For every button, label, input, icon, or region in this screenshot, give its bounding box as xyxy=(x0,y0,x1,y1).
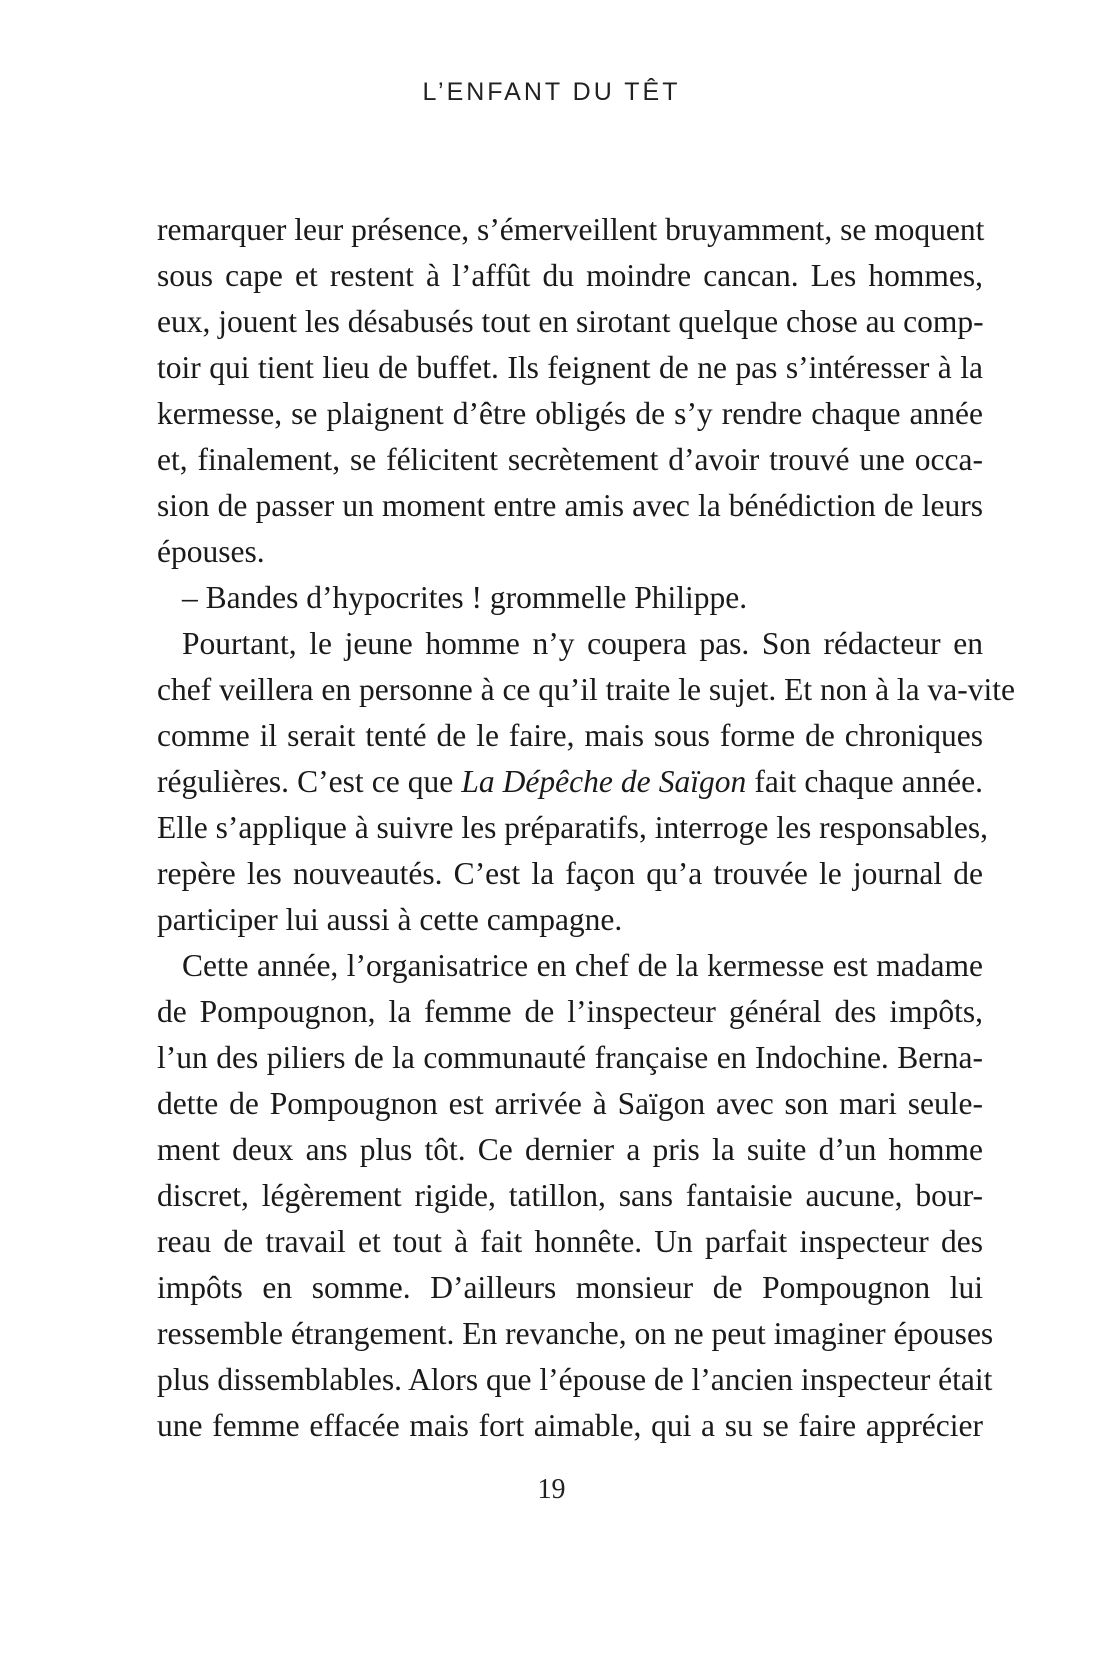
text-line-with-title xyxy=(157,759,983,805)
text-line: kermesse, se plaignent d’être obligés de s’y rendre chaque année xyxy=(157,396,983,431)
page-number: 19 xyxy=(537,1474,566,1505)
text-line: de Pompougnon, la femme de l’inspecteur général des impôts, xyxy=(157,994,983,1029)
text-line: ressemble étrangement. En revanche, on ne peut imaginer épouses xyxy=(157,1316,994,1351)
text-line: dette de Pompougnon est arrivée à Saïgon avec son mari seule- xyxy=(157,1086,983,1121)
text-line: sion de passer un moment entre amis avec la bénédiction de leurs xyxy=(157,488,983,523)
running-head: L’ENFANT DU TÊT xyxy=(422,78,681,106)
text-line: repère les nouveautés. C’est la façon qu’a trouvée le journal de xyxy=(157,856,983,891)
text-line: chef veillera en personne à ce qu’il traite le sujet. Et non à la va-vite xyxy=(157,672,1015,707)
text-line: plus dissemblables. Alors que l’épouse de l’ancien inspecteur était xyxy=(157,1362,993,1397)
newspaper-title: La Dépêche de Saïgon xyxy=(461,764,747,799)
text-line: impôts en somme. D’ailleurs monsieur de Pompougnon lui xyxy=(157,1270,983,1305)
text-fragment: régulières. C’est ce que xyxy=(157,764,462,799)
dialogue-line: – Bandes d’hypocrites ! grommelle Philippe. xyxy=(182,580,748,615)
text-line: une femme effacée mais fort aimable, qui a su se faire apprécier xyxy=(157,1408,983,1443)
text-line: Elle s’applique à suivre les préparatifs, interroge les responsables, xyxy=(157,810,988,845)
text-line: comme il serait tenté de le faire, mais sous forme de chroniques xyxy=(157,718,983,753)
text-line: toir qui tient lieu de buffet. Ils feignent de ne pas s’intéresser à la xyxy=(157,350,983,385)
text-line: sous cape et restent à l’affût du moindre cancan. Les hommes, xyxy=(157,258,983,293)
text-line: remarquer leur présence, s’émerveillent bruyamment, se moquent xyxy=(157,212,985,247)
text-line: Cette année, l’organisatrice en chef de la kermesse est madame xyxy=(182,948,983,983)
text-line: ment deux ans plus tôt. Ce dernier a pris la suite d’un homme xyxy=(157,1132,983,1167)
text-line: participer lui aussi à cette campagne. xyxy=(157,902,623,937)
text-fragment: fait chaque année. xyxy=(746,764,983,799)
text-line: discret, légèrement rigide, tatillon, sans fantaisie aucune, bour- xyxy=(157,1178,983,1213)
body-text xyxy=(157,207,1015,1449)
text-line: eux, jouent les désabusés tout en sirotant quelque chose au comp- xyxy=(157,304,984,339)
text-line: Pourtant, le jeune homme n’y coupera pas. Son rédacteur en xyxy=(182,626,983,661)
text-line: reau de travail et tout à fait honnête. Un parfait inspecteur des xyxy=(157,1224,983,1259)
text-line: l’un des piliers de la communauté française en Indochine. Berna- xyxy=(157,1040,983,1075)
text-line: épouses. xyxy=(157,534,265,569)
text-line: et, finalement, se félicitent secrètement d’avoir trouvé une occa- xyxy=(157,442,983,477)
